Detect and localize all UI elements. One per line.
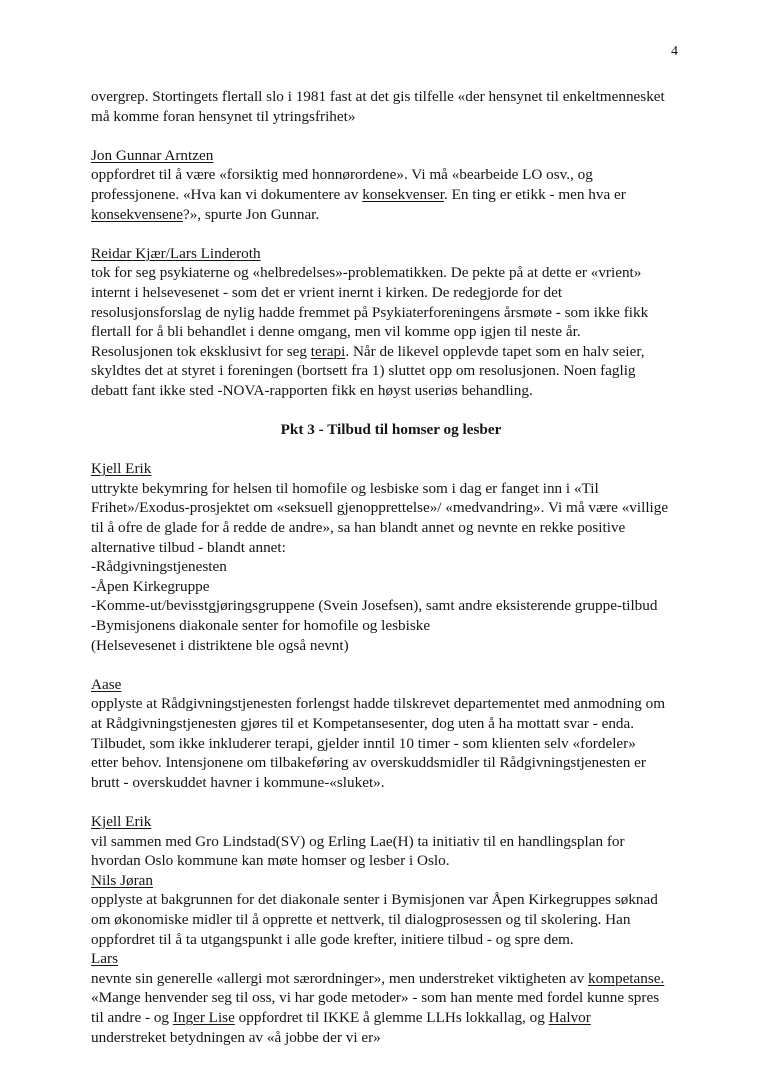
paragraph-line: uttrykte bekymring for helsen til homofile og lesbiske som i dag er fanget inn i «Til (91, 479, 599, 497)
paragraph-line: overgrep. Stortingets flertall slo i 1981 fast at det gis tilfelle «der hensynet til enkeltmennesket (91, 88, 665, 105)
speaker-name: Aase (91, 675, 122, 693)
paragraph-line: nevnte sin generelle «allergi mot særordninger», men understreket viktigheten av kompetanse. (91, 969, 665, 987)
paragraph-line: opplyste at bakgrunnen for det diakonale senter i Bymisjonen var Åpen Kirkegruppes søknad (91, 891, 658, 909)
paragraph-line: Frihet»/Exodus-prosjektet om «seksuell gjenopprettelse»/ «medvandring». Vi må være «villige (91, 499, 669, 517)
paragraph-line: Resolusjonen tok eksklusivt for seg terapi. Når de likevel opplevde tapet som en halv seier, (91, 342, 645, 360)
speaker-name: Reidar Kjær/Lars Linderoth (91, 244, 261, 262)
paragraph-line: oppfordret til å være «forsiktig med honnørordene». Vi må «bearbeide LO osv., og (91, 166, 593, 184)
speaker-name: Kjell Erik (91, 460, 152, 478)
speaker-name: Jon Gunnar Arntzen (91, 146, 214, 164)
speaker-name: Kjell Erik (91, 812, 152, 830)
underlined-word: konsekvensene (91, 205, 183, 223)
section-heading: Pkt 3 - Tilbud til homser og lesber (280, 421, 502, 439)
list-item: -Bymisjonens diakonale senter for homofile og lesbiske (91, 617, 431, 635)
paragraph-line: opplyste at Rådgivningstjenesten forlengst hadde tilskrevet departementet med anmodning om (91, 695, 666, 713)
list-item: -Åpen Kirkegruppe (91, 577, 210, 595)
paragraph-line: (Helsevesenet i distriktene ble også nevnt) (91, 636, 349, 654)
underlined-word: Inger Lise (172, 1008, 235, 1026)
paragraph-line: hvordan Oslo kommune kan møte homser og lesber i Oslo. (91, 852, 450, 870)
list-item: -Komme-ut/bevisstgjøringsgruppene (Svein Josefsen), samt andre eksisterende gruppe-tilbud (91, 597, 658, 615)
paragraph-line: etter behov. Intensjonene om tilbakeføring av overskuddsmidler til Rådgivningstjenesten er (91, 754, 646, 772)
paragraph-line: brutt - overskuddet havner i kommune-«sluket». (91, 773, 385, 791)
paragraph-line: må komme foran hensynet til ytringsfrihet» (91, 107, 356, 125)
paragraph-line: oppfordret til å ta utgangspunkt i alle gode krefter, initiere tilbud - og spre dem. (91, 930, 574, 948)
paragraph-line: tok for seg psykiaterne og «helbredelses»-problematikken. De pekte på at dette er «vrient» (91, 264, 642, 282)
speaker-name: Lars (91, 950, 118, 968)
paragraph-line: konsekvensene?», spurte Jon Gunnar. (91, 205, 320, 223)
paragraph-line: om økonomiske midler til å opprette et nettverk, til dialogprosessen og til skolering. Han (91, 910, 631, 928)
underlined-word: kompetanse. (587, 969, 665, 987)
paragraph-line: at Rådgivningstjenesten gjøres til et Kompetansesenter, dog uten å ha mottatt svar - enda. (91, 715, 635, 732)
paragraph-line: «Mange henvender seg til oss, vi har gode metoder» - som han mente med fordel kunne spres (91, 989, 660, 1007)
underlined-word: terapi (310, 342, 346, 360)
paragraph-line: flertall for å bli behandlet i denne omgang, men vil komme opp igjen til neste år. (91, 323, 581, 341)
list-item: -Rådgivningstjenesten (91, 558, 227, 576)
paragraph-line: debatt fant ikke sted -NOVA-rapporten fikk en høyst useriøs behandling. (91, 381, 533, 399)
page-number: 4 (671, 44, 678, 59)
paragraph-line: resolusjonsforslag de nylig hadde fremmet på Psykiaterforeningens årsmøte - som ikke fikk (91, 303, 649, 321)
underlined-word: Halvor (548, 1008, 591, 1026)
paragraph-line: understreket betydningen av «å jobbe der vi er» (91, 1028, 381, 1046)
paragraph-line: vil sammen med Gro Lindstad(SV) og Erling Lae(H) ta initiativ til en handlingsplan for (91, 832, 625, 850)
paragraph-line: alternative tilbud - blandt annet: (91, 538, 286, 556)
speaker-name: Nils Jøran (91, 871, 154, 889)
paragraph-line: til å ofre de glade for å redde de andre», sa han blandt annet og nevnte en rekke positive (91, 519, 626, 537)
paragraph-line: skyldtes det at styret i foreningen (bortsett fra 1) sluttet opp om resolusjonen. Noen faglig (91, 362, 636, 380)
paragraph-line: Tilbudet, som ikke inkluderer terapi, gjelder inntil 10 timer - som klienten selv «fordeler» (91, 734, 636, 752)
underlined-word: konsekvenser (362, 185, 445, 203)
paragraph-line: til andre - og Inger Lise oppfordret til IKKE å glemme LLHs lokkallag, og Halvor (91, 1008, 591, 1026)
paragraph-line: professjonene. «Hva kan vi dokumentere av konsekvenser. En ting er etikk - men hva er (91, 185, 626, 203)
paragraph-line: internt i helsevesenet - som det er vrient inernt i kirken. De redegjorde for det (91, 283, 563, 301)
document-body (91, 87, 691, 1047)
